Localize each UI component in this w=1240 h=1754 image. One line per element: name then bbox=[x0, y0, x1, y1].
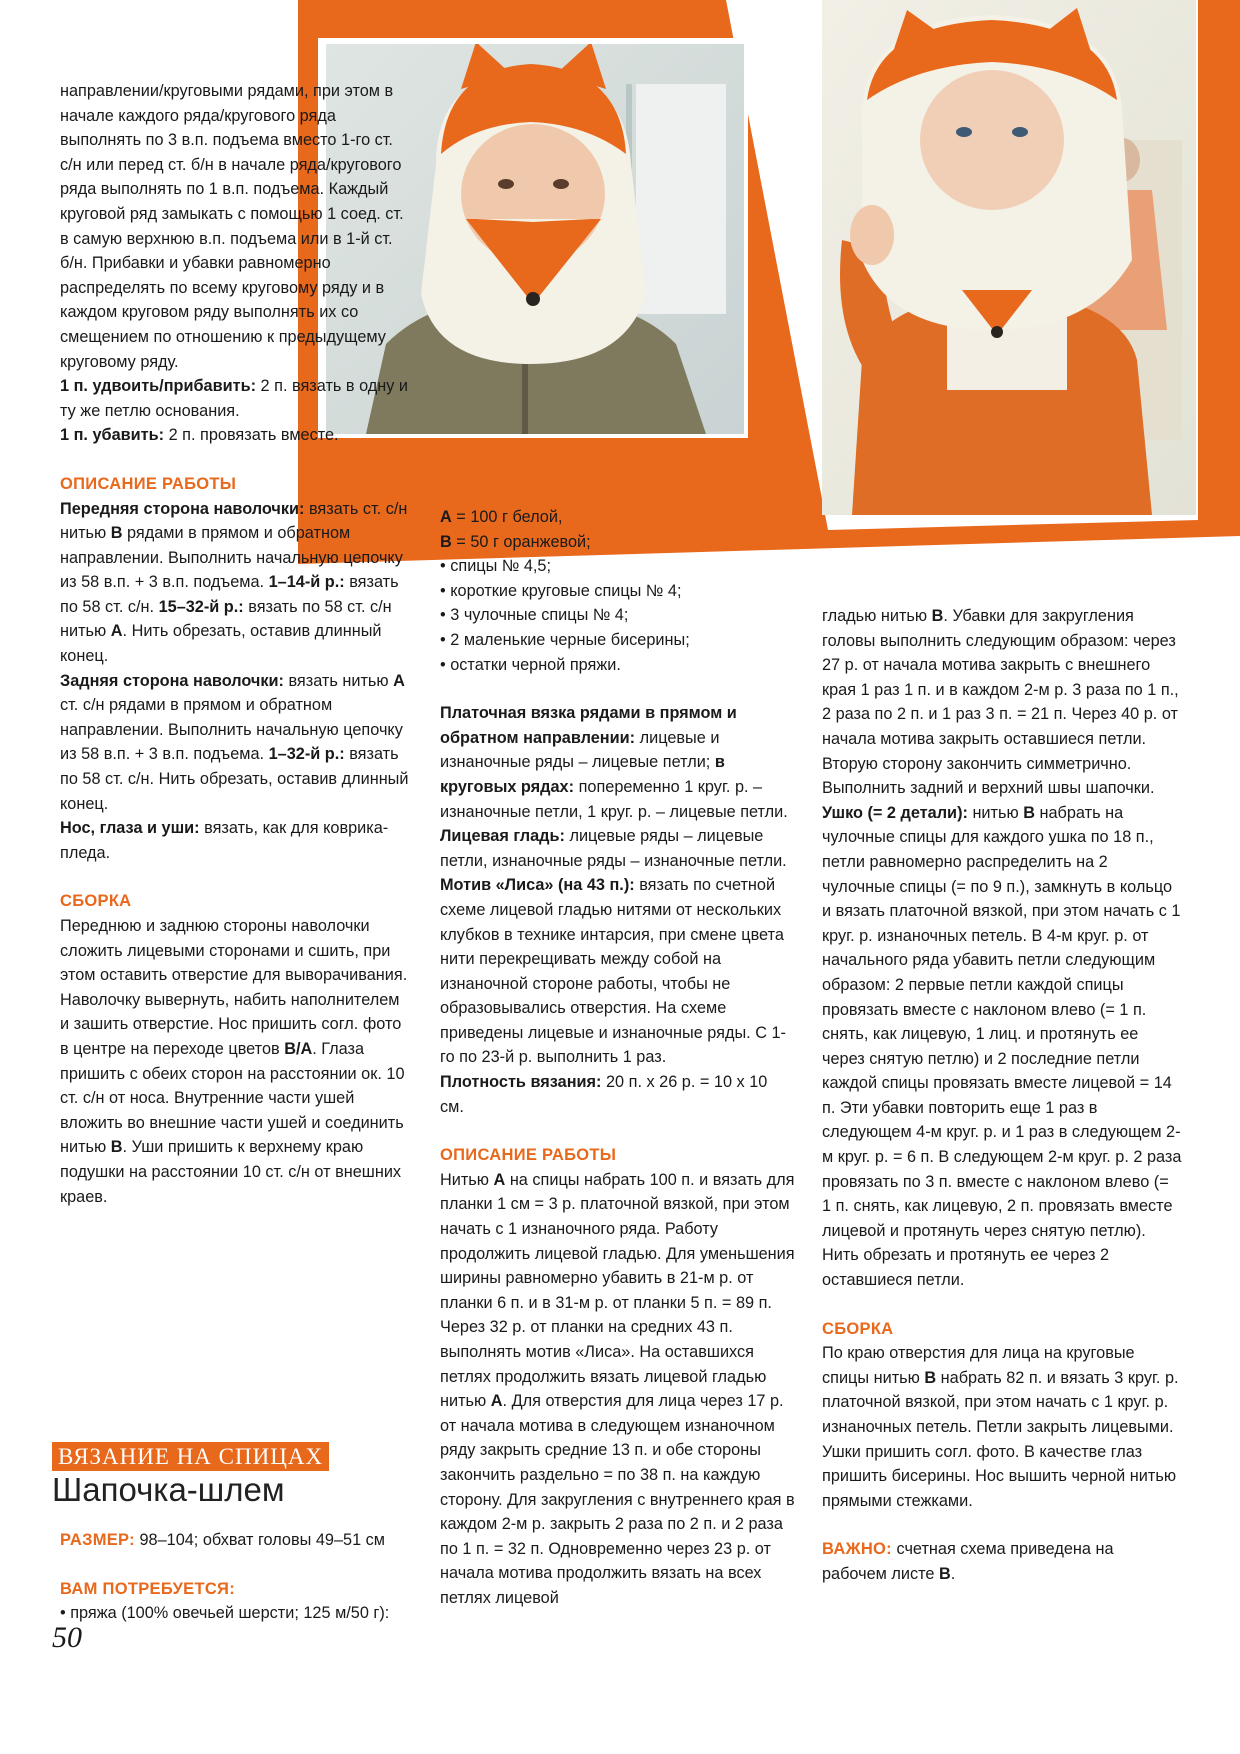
back-paragraph bbox=[60, 669, 410, 817]
motif-paragraph bbox=[440, 873, 795, 1070]
page-number: 50 bbox=[52, 1621, 82, 1654]
back-b: A bbox=[393, 671, 405, 690]
ears-label: Ушко (= 2 детали): bbox=[822, 803, 968, 822]
important-a: счетная схема приведена на рабочем листе bbox=[822, 1540, 1114, 1583]
intro-paragraph: направлении/круговыми рядами, при этом в начале каждого ряда/кругового ряда выполнять по 3 в.п. подъема вместо 1-го ст. с/н или перед ст. б/н в начале ряда/кругового ряда выполнять по 1 в.п. подъема. Каждый круговой ряд замыкать с помощью 1 соед. ст. в самую верхнюю в.п. подъема или в 1-й ст. б/н. Прибавки и убавки равномерно распределять по всему круговому ряду и в каждом круговом ряду выполнять их со смещением по отношению к предыдущему круговому ряду. bbox=[60, 82, 404, 371]
yarn-text: пряжа (100% овечьей шерсти; 125 м/50 г): bbox=[70, 1604, 390, 1623]
ears-a: нитью bbox=[967, 803, 1024, 822]
nose-label: Нос, глаза и уши: bbox=[60, 819, 200, 838]
assembly2-a: По краю отверстия для лица на круговые спицы нитью bbox=[822, 1344, 1135, 1387]
list-item: • 2 маленькие черные бисерины; bbox=[440, 628, 795, 653]
gauge-text: 20 п. х 26 р. = 10 х 10 см. bbox=[440, 1073, 768, 1116]
list-item: • спицы № 4,5; bbox=[440, 554, 795, 579]
work-b: A bbox=[493, 1170, 506, 1189]
work-e: . Для отверстия для лица через 17 р. от начала мотива в следующем изнаночном ряду закрыть средние 13 п. и обе стороны закончить раздельно = по 38 п. на каждую сторону. Для закругления с внутреннего края в каждом 2-м р. закрыть 2 раза по 2 п. и 2 раза по 1 п. = 32 п. Одновременно через 23 р. от начала мотива продолжить вязать на всех петлях лицевой bbox=[440, 1392, 795, 1607]
list-item: • 3 чулочные спицы № 4; bbox=[440, 603, 795, 628]
motif-text: вязать по счетной схеме лицевой гладью нитями от нескольких клубков в технике интарсия, при смене цвета нити перекрещивать между собой на изнаночной стороне работы, чтобы не образовывались отверстия. На схеме приведены лицевые и изнаночные ряды. С 1-го по 23-й р. выполнить 1 раз. bbox=[440, 876, 786, 1067]
assembly-heading-1: СБОРКА bbox=[60, 892, 132, 911]
size-text: 98–104; обхват головы 49–51 см bbox=[134, 1531, 385, 1549]
back-a: вязать нитью bbox=[283, 671, 394, 690]
photo-girl-fox-hood bbox=[822, 0, 1196, 515]
material-a bbox=[440, 505, 795, 530]
garter-paragraph bbox=[440, 701, 795, 824]
assembly-e: . Уши пришить к верхнему краю подушки на расстоянии 10 ст. с/н от внешних краев. bbox=[60, 1138, 402, 1206]
materials-list bbox=[440, 554, 795, 677]
garter-a: лицевые и изнаночные ряды – лицевые петли; bbox=[440, 728, 720, 772]
front-d: 1–14-й р.: bbox=[268, 573, 345, 592]
assembly-b: B/A bbox=[284, 1039, 313, 1058]
front-b: B bbox=[110, 524, 123, 543]
assembly-d: B bbox=[110, 1138, 123, 1157]
back-label: Задняя сторона наволочки: bbox=[60, 671, 284, 690]
motif-label: Мотив «Лиса» (на 43 п.): bbox=[440, 876, 635, 895]
work-heading-1: ОПИСАНИЕ РАБОТЫ bbox=[60, 474, 237, 493]
assembly2-c: набрать 82 п. и вязать 3 круг. р. платочной вязкой, при этом начать с 1 круг. р. изнаночных петель. Петли закрыть лицевыми. Ушки пришить согл. фото. В качестве глаз пришить бисерины. Нос вышить черной нитью прямыми стежками. bbox=[822, 1368, 1179, 1510]
increase-label: 1 п. удвоить/прибавить: bbox=[60, 377, 257, 396]
yarn-item: • пряжа (100% овечьей шерсти; 125 м/50 г): bbox=[60, 1604, 390, 1623]
category-label: ВЯЗАНИЕ НА СПИЦАХ bbox=[52, 1442, 329, 1471]
back-d: 1–32-й р.: bbox=[268, 745, 345, 764]
decrease-label: 1 п. убавить: bbox=[60, 426, 165, 445]
assembly2-b: B bbox=[924, 1368, 937, 1387]
front-i: . Нить обрезать, оставив длинный конец. bbox=[60, 622, 382, 666]
front-f: 15–32-й р.: bbox=[158, 597, 244, 616]
work-heading-2: ОПИСАНИЕ РАБОТЫ bbox=[440, 1146, 617, 1165]
column-1-text bbox=[60, 79, 410, 1209]
stockinette-paragraph bbox=[440, 824, 795, 873]
assembly-paragraph-1 bbox=[60, 914, 410, 1209]
work-d: A bbox=[490, 1392, 503, 1411]
decrease-paragraph bbox=[60, 423, 410, 448]
size-label: РАЗМЕР: bbox=[60, 1531, 135, 1549]
material-b-label: B bbox=[440, 532, 452, 551]
ears-b: B bbox=[1023, 803, 1035, 822]
assembly-paragraph-2 bbox=[822, 1341, 1182, 1513]
material-a-text: = 100 г белой, bbox=[451, 508, 563, 526]
nose-paragraph bbox=[60, 816, 410, 865]
size-paragraph bbox=[60, 1528, 430, 1553]
garter-b: в круговых рядах: bbox=[440, 753, 725, 796]
assembly-a: Переднюю и заднюю стороны наволочки сложить лицевыми сторонами и сшить, при этом оставить отверстие для выворачивания. Наволочку вывернуть, набить наполнителем и зашить отверстие. Нос пришить согл. фото в центре на переходе цветов bbox=[60, 917, 408, 1058]
work-a: Нитью bbox=[440, 1170, 494, 1189]
front-a: вязать ст. с/н нитью bbox=[60, 499, 408, 543]
increase-text: 2 п. вязать в одну и ту же петлю основания. bbox=[60, 377, 409, 420]
work-c: на спицы набрать 100 п. и вязать для планки 1 см = 3 р. платочной вязкой, при этом начать с 1 изнаночного ряда. Работу продолжить лицевой гладью. Для уменьшения ширины равномерно убавить в 21-м р. от планки 6 п. и в 31-м р. от планки 5 п. = 89 п. Через 32 р. от планки на средних 43 п. выполнять мотив «Лиса». На оставшихся петлях продолжить вязать лицевой гладью нитью bbox=[440, 1170, 795, 1411]
important-c: . bbox=[950, 1564, 956, 1583]
front-c: рядами в прямом и обратном направлении. Выполнить начальную цепочку из 58 в.п. + 3 в.п. подъема. bbox=[60, 524, 403, 592]
front-h: A bbox=[110, 622, 123, 641]
back-e: вязать по 58 ст. с/н. Нить обрезать, оставив длинный конец. bbox=[60, 745, 409, 813]
front-g: вязать по 58 ст. с/н нитью bbox=[60, 597, 392, 641]
list-item: • остатки черной пряжи. bbox=[440, 653, 795, 678]
gauge-paragraph bbox=[440, 1070, 795, 1119]
stockinette-label: Лицевая гладь: bbox=[440, 827, 565, 846]
garter-c: попеременно 1 круг. р. – изнаночные петли, 1 круг. р. – лицевые петли. bbox=[440, 777, 788, 821]
stockinette-text: лицевые ряды – лицевые петли, изнаночные ряды – изнаночные петли. bbox=[440, 827, 787, 870]
cont-a: гладью нитью bbox=[822, 607, 932, 625]
assembly-c: . Глаза пришить с обеих сторон на расстоянии ок. 10 ст. с/н от носа. Внутренние части ушей вложить во внешние части ушей и соединить нитью bbox=[60, 1039, 405, 1157]
front-paragraph bbox=[60, 497, 410, 669]
material-a-label: A bbox=[440, 508, 452, 526]
ears-c: набрать на чулочные спицы для каждого ушка по 18 п., петли равномерно распределить на 2 чулочные спицы (= по 9 п.), замкнуть в кольцо и вязать платочной вязкой, при этом начать с 1 круг. р. изнаночных петель. В 4-м круг. р. от начального ряда убавить петли следующим образом: 2 первые петли каждой спицы провязать вместе с наклоном влево (= 1 п. снять, как лицевую, 1 лиц. и протянуть ее через снятую петлю) и 2 последние петли каждой спицы провязать вместе лицевой = 14 п. Эти убавки повторить еще 1 раз в следующем 4-м круг. р. и 1 раз в следующем 2-м круг. р. = 6 п. В следующем 2-м круг. р. 2 раза провязать по 3 п. вместе с наклоном влево (= 1 п. снять, как лицевую, 2 п. провязать вместе лицевой и протянуть через снятую петлю). Нить обрезать и протянуть ее через 2 оставшиеся петли. bbox=[822, 803, 1182, 1290]
cont-b: B bbox=[931, 607, 944, 625]
material-b-text: = 50 г оранжевой; bbox=[451, 532, 591, 551]
work-paragraph-2 bbox=[440, 1168, 795, 1611]
column-3-text bbox=[822, 604, 1182, 1587]
front-label: Передняя сторона наволочки: bbox=[60, 499, 305, 518]
need-heading: ВАМ ПОТРЕБУЕТСЯ: bbox=[60, 1579, 235, 1598]
garter-label: Платочная вязка рядами в прямом и обратном направлении: bbox=[440, 704, 737, 747]
list-item: • короткие круговые спицы № 4; bbox=[440, 579, 795, 604]
nose-text: вязать, как для коврика-пледа. bbox=[60, 819, 389, 862]
gauge-label: Плотность вязания: bbox=[440, 1073, 602, 1092]
ears-paragraph bbox=[822, 801, 1182, 1293]
continuation-paragraph bbox=[822, 604, 1182, 801]
material-b bbox=[440, 530, 795, 555]
important-paragraph bbox=[822, 1537, 1182, 1586]
assembly-heading-2: СБОРКА bbox=[822, 1319, 894, 1338]
column-2-text bbox=[440, 505, 795, 1611]
cont-c: . Убавки для закругления головы выполнить следующим образом: через 27 р. от начала мотива закрыть с внешнего края 1 раз 1 п. и в каждом 2-м р. 3 раза по 1 п., 2 раза по 2 п. и 1 раз 3 п. = 21 п. Через 40 р. от начала мотива закрыть оставшиеся петли. Вторую сторону закончить симметрично. Выполнить задний и верхний швы шапочки. bbox=[822, 607, 1179, 798]
important-b: B bbox=[938, 1564, 951, 1583]
front-e: вязать по 58 ст. с/н. bbox=[60, 573, 399, 616]
size-block bbox=[60, 1528, 430, 1626]
important-label: ВАЖНО: bbox=[822, 1540, 892, 1559]
decrease-text: 2 п. провязать вместе. bbox=[164, 426, 339, 445]
increase-paragraph bbox=[60, 374, 410, 423]
back-c: ст. с/н рядами в прямом и обратном направлении. Выполнить начальную цепочку из 58 в.п. + 3 в.п. подъема. bbox=[60, 696, 403, 764]
page-title: Шапочка-шлем bbox=[52, 1471, 285, 1508]
